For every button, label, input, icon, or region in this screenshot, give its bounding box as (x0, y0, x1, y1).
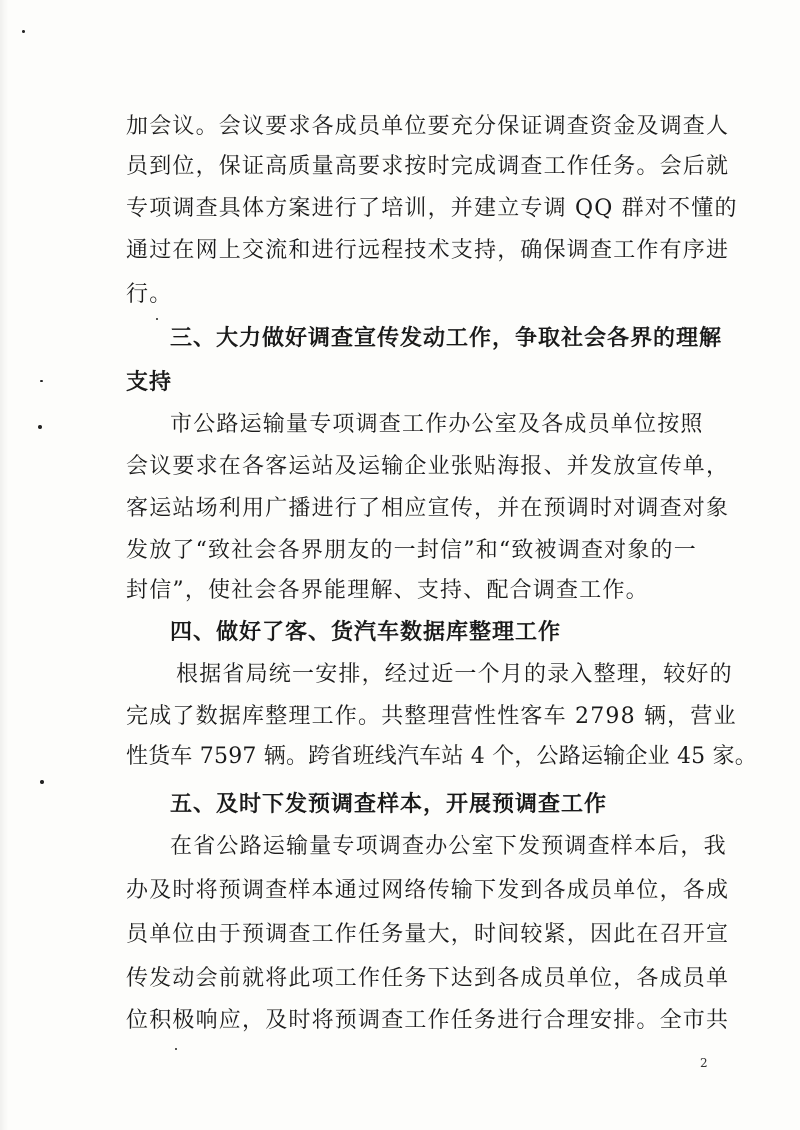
section-heading-4: 四、做好了客、货汽车数据库整理工作 (170, 620, 562, 645)
scan-speck (38, 425, 42, 429)
scan-speck (156, 318, 158, 320)
body-line-8: 客运站场利用广播进行了相应宣传，并在预调时对调查对象 (126, 496, 730, 521)
body-line-3: 专项调查具体方案进行了培训，并建立专调 QQ 群对不懂的 (126, 196, 738, 221)
scan-speck (175, 1048, 177, 1050)
section-heading-3: 三、大力做好调查宣传发动工作，争取社会各界的理解 (170, 326, 723, 351)
scan-speck (40, 780, 44, 784)
body-line-18: 位积极响应，及时将预调查工作任务进行合理安排。全市共 (126, 1008, 730, 1033)
scan-edge-shadow (0, 0, 8, 1130)
scan-speck (40, 380, 43, 382)
body-line-7: 会议要求在各客运站及运输企业张贴海报、并发放宣传单， (126, 454, 730, 479)
body-line-4: 通过在网上交流和进行远程技术支持，确保调查工作有序进 (126, 238, 730, 263)
body-line-6: 市公路运输量专项调查工作办公室及各成员单位按照 (170, 412, 704, 437)
body-line-12: 完成了数据库整理工作。共整理营性性客车 2798 辆，营业 (126, 704, 737, 729)
page-number: 2 (700, 1056, 708, 1070)
body-line-2: 员到位，保证高质量高要求按时完成调查工作任务。会后就 (126, 154, 730, 179)
body-line-17: 传发动会前就将此项工作任务下达到各成员单位，各成员单 (126, 966, 730, 991)
body-line-16: 员单位由于预调查工作任务量大，时间较紧，因此在召开宣 (126, 922, 730, 947)
scan-speck (22, 30, 25, 33)
body-line-10: 封信”，使社会各界能理解、支持、配合调查工作。 (126, 578, 649, 603)
section-heading-5: 五、及时下发预调查样本，开展预调查工作 (170, 792, 608, 817)
body-line-9: 发放了“致社会各界朋友的一封信”和“致被调查对象的一 (126, 538, 697, 563)
body-line-13: 性货车 7597 辆。跨省班线汽车站 4 个，公路运输企业 45 家。 (126, 744, 757, 769)
body-line-1: 加会议。会议要求各成员单位要充分保证调查资金及调查人 (126, 114, 730, 139)
body-line-11: 根据省局统一安排，经过近一个月的录入整理，较好的 (176, 662, 733, 687)
body-line-15: 办及时将预调查样本通过网络传输下发到各成员单位，各成 (126, 878, 730, 903)
section-heading-3-continued: 支持 (126, 370, 173, 395)
body-line-14: 在省公路运输量专项调查办公室下发预调查样本后，我 (170, 834, 727, 859)
body-line-5: 行。 (126, 282, 173, 307)
